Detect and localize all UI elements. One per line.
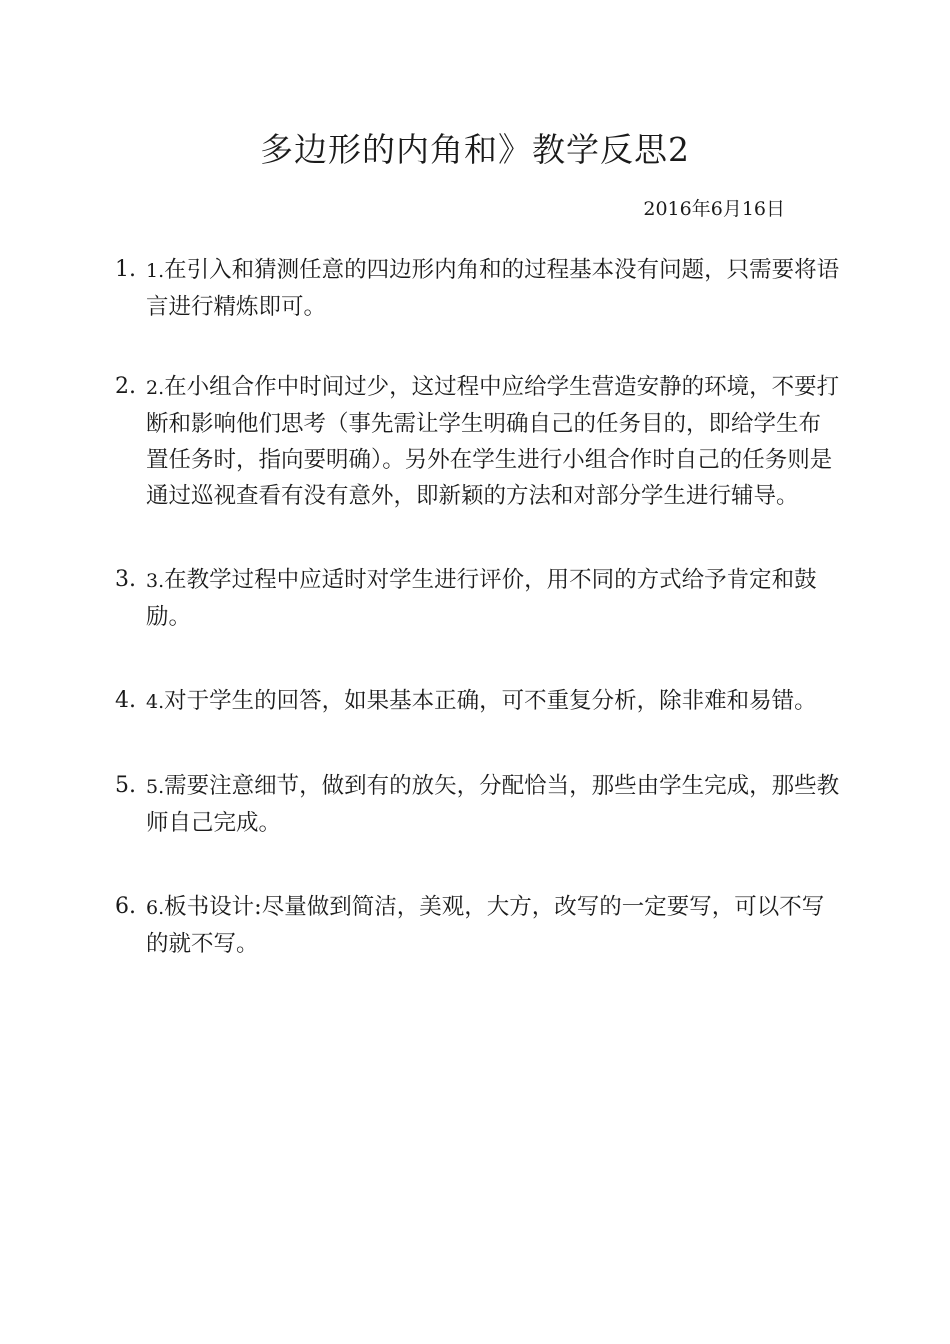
list-item-lead: 5. <box>146 776 165 798</box>
list-item-number: 2. <box>115 374 136 399</box>
reflection-list <box>110 252 840 1010</box>
list-item <box>110 369 840 514</box>
list-item-lead: 1. <box>146 260 165 282</box>
list-item-number: 4. <box>115 688 136 713</box>
list-item-text <box>146 889 840 962</box>
document-date: 2016年6月16日 <box>643 198 785 220</box>
list-item-body: 在教学过程中应适时对学生进行评价，用不同的方式给予肯定和鼓励。 <box>146 567 817 630</box>
list-item-body: 对于学生的回答，如果基本正确，可不重复分析，除非难和易错。 <box>164 688 817 714</box>
list-item-body: 在小组合作中时间过少，这过程中应给学生营造安静的环境，不要打断和影响他们思考（事先需让学生明确自己的任务目的，即给学生布置任务时，指向要明确）。另外在学生进行小组合作时自己的任务则是通过巡视查看有没有意外，即新颖的方法和对部分学生进行辅导。 <box>146 374 840 509</box>
list-item-lead: 2. <box>146 377 165 399</box>
list-item <box>110 683 840 720</box>
list-item-lead: 6. <box>146 897 165 919</box>
list-item <box>110 562 840 635</box>
list-item-number: 3. <box>115 567 136 592</box>
list-item-text <box>146 252 840 325</box>
list-item-text <box>146 768 840 841</box>
list-item-number: 1. <box>115 257 136 282</box>
list-item <box>110 889 840 962</box>
document-title: 多边形的内角和》教学反思2 <box>260 130 690 169</box>
list-item <box>110 252 840 325</box>
list-item <box>110 768 840 841</box>
list-item-lead: 3. <box>146 570 165 592</box>
list-item-text <box>146 683 840 720</box>
list-item-text <box>146 369 840 514</box>
list-item-number: 6. <box>115 894 136 919</box>
list-item-body: 需要注意细节，做到有的放矢，分配恰当，那些由学生完成，那些教师自己完成。 <box>146 773 840 836</box>
list-item-text <box>146 562 840 635</box>
list-item-lead: 4. <box>146 691 165 713</box>
list-item-body: 板书设计:尽量做到简洁，美观，大方，改写的一定要写，可以不写的就不写。 <box>146 894 825 957</box>
list-item-number: 5. <box>115 773 136 798</box>
list-item-body: 在引入和猜测任意的四边形内角和的过程基本没有问题，只需要将语言进行精炼即可。 <box>146 257 840 320</box>
